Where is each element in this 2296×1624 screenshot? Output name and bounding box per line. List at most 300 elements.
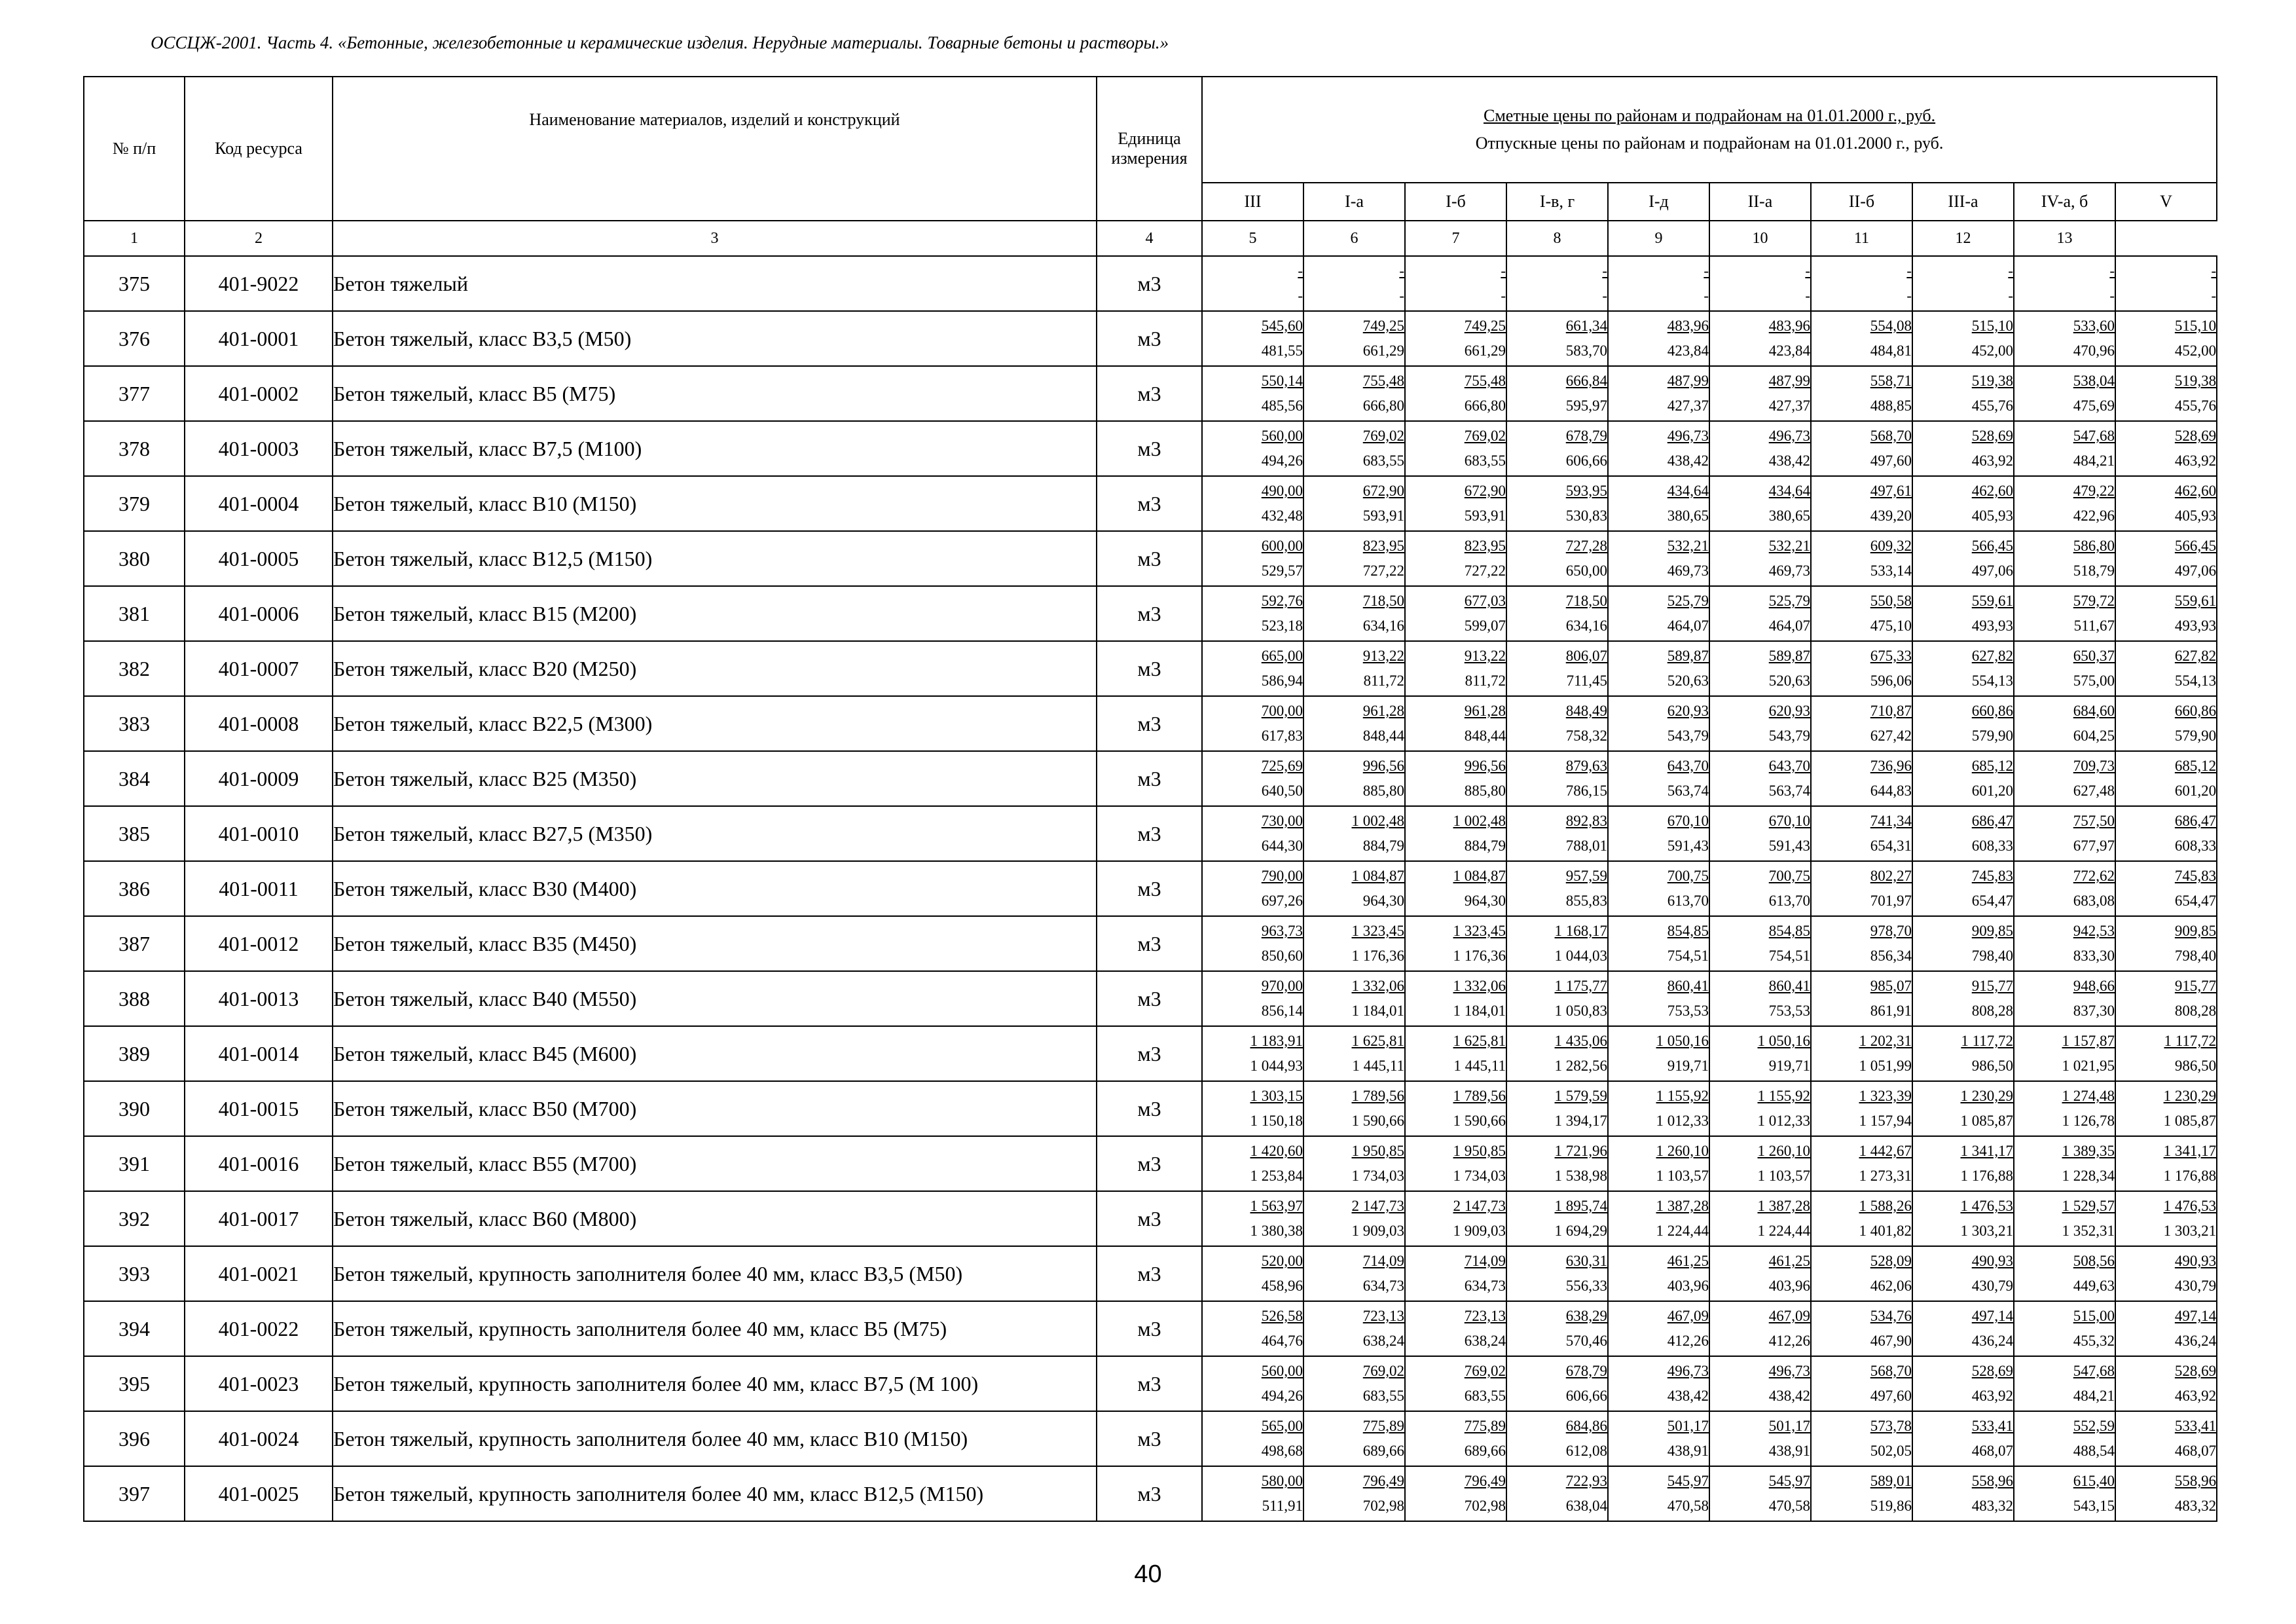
column-number: 10	[1709, 221, 1811, 256]
resource-code: 401-0025	[185, 1466, 333, 1521]
release-price: 529,57	[1261, 563, 1303, 579]
resource-code: 401-0012	[185, 916, 333, 971]
price-cell	[1709, 1136, 1811, 1191]
price-cell	[1811, 311, 1912, 366]
release-price: 754,51	[1667, 948, 1709, 964]
estimate-price: 566,45	[2174, 538, 2217, 554]
estimate-price: 593,95	[1565, 483, 1607, 499]
price-cell	[1709, 1411, 1811, 1466]
header-code: Код ресурса	[185, 77, 333, 221]
estimate-price: 796,49	[1362, 1473, 1404, 1489]
estimate-price: 714,09	[1362, 1253, 1404, 1269]
unit: м3	[1097, 586, 1202, 641]
price-cell	[1506, 1081, 1608, 1136]
estimate-price: 678,79	[1565, 428, 1607, 444]
release-price: 613,70	[1667, 893, 1709, 909]
release-price: 650,00	[1565, 563, 1607, 579]
estimate-price: 996,56	[1362, 758, 1404, 774]
estimate-price: 528,69	[1971, 428, 2013, 444]
estimate-price: 579,72	[2073, 593, 2115, 609]
resource-code: 401-0009	[185, 751, 333, 806]
estimate-price: 496,73	[1667, 428, 1709, 444]
release-price: 683,55	[1362, 1388, 1404, 1404]
estimate-price: 545,60	[1261, 318, 1303, 334]
price-cell	[1709, 861, 1811, 916]
estimate-price: 545,97	[1667, 1473, 1709, 1489]
release-price: 452,00	[2174, 342, 2217, 359]
release-price: 469,73	[1768, 563, 1810, 579]
resource-code: 401-0007	[185, 641, 333, 696]
price-cell	[1506, 476, 1608, 531]
estimate-price: 532,21	[1768, 538, 1810, 554]
price-cell	[2115, 586, 2217, 641]
unit: м3	[1097, 1301, 1202, 1356]
price-cell	[1811, 1026, 1912, 1081]
price-cell	[1811, 256, 1912, 311]
material-name: Бетон тяжелый, класс В35 (М450)	[333, 916, 1097, 971]
release-price: 423,84	[1667, 342, 1709, 359]
release-price: 811,72	[1465, 673, 1506, 689]
region-header: III-а	[1912, 183, 2014, 221]
price-cell	[2115, 1466, 2217, 1521]
estimate-price: 1 442,67	[1859, 1143, 1912, 1159]
release-price: 1 445,11	[1453, 1058, 1506, 1074]
price-cell	[2014, 971, 2115, 1026]
release-price: 430,79	[1971, 1278, 2013, 1294]
release-price: 543,79	[1667, 728, 1709, 744]
release-price: 683,55	[1464, 452, 1506, 469]
estimate-price: 718,50	[1565, 593, 1607, 609]
table-row	[84, 696, 2217, 751]
estimate-price: -	[1298, 263, 1303, 279]
price-cell	[2115, 971, 2217, 1026]
price-cell	[1506, 1026, 1608, 1081]
release-price: 683,55	[1362, 452, 1404, 469]
release-price: 403,96	[1768, 1278, 1810, 1294]
unit: м3	[1097, 256, 1202, 311]
price-cell	[1405, 641, 1506, 696]
resource-code: 401-0015	[185, 1081, 333, 1136]
release-price: 644,30	[1261, 838, 1303, 854]
price-cell	[1202, 861, 1303, 916]
release-price: 613,70	[1768, 893, 1810, 909]
release-price: 468,07	[2174, 1443, 2217, 1459]
estimate-price: 775,89	[1362, 1418, 1404, 1434]
estimate-price: 550,14	[1261, 373, 1303, 389]
release-price: 1 044,03	[1554, 948, 1607, 964]
price-cell	[1608, 421, 1709, 476]
release-price: 380,65	[1667, 507, 1709, 524]
price-cell	[2014, 476, 2115, 531]
release-price: 427,37	[1667, 397, 1709, 414]
price-cell	[1608, 1026, 1709, 1081]
price-cell	[1202, 1466, 1303, 1521]
column-number: 12	[1912, 221, 2014, 256]
table-row	[84, 1081, 2217, 1136]
estimate-price: 769,02	[1464, 1363, 1506, 1379]
price-cell	[1506, 586, 1608, 641]
release-price: 438,42	[1667, 1388, 1709, 1404]
price-cell	[2115, 1246, 2217, 1301]
estimate-price: 558,71	[1870, 373, 1912, 389]
price-cell	[1506, 1411, 1608, 1466]
release-price: 484,81	[1870, 342, 1912, 359]
row-number: 384	[84, 751, 185, 806]
estimate-price: 508,56	[2073, 1253, 2115, 1269]
release-price: 640,50	[1261, 783, 1303, 799]
column-number: 6	[1303, 221, 1405, 256]
release-price: 606,66	[1565, 1388, 1607, 1404]
release-price: 520,63	[1768, 673, 1810, 689]
estimate-price: 985,07	[1870, 978, 1912, 994]
release-price: 1 103,57	[1757, 1168, 1810, 1184]
column-number: 7	[1405, 221, 1506, 256]
release-price: 848,44	[1362, 728, 1404, 744]
column-number: 2	[185, 221, 333, 256]
unit: м3	[1097, 861, 1202, 916]
estimate-price: 755,48	[1464, 373, 1506, 389]
estimate-price: 1 950,85	[1453, 1143, 1506, 1159]
estimate-price: 496,73	[1768, 1363, 1810, 1379]
estimate-price: 909,85	[2174, 923, 2217, 939]
release-price: 608,33	[2174, 838, 2217, 854]
estimate-price: 775,89	[1464, 1418, 1506, 1434]
release-price: 689,66	[1362, 1443, 1404, 1459]
estimate-price: 660,86	[1971, 703, 2013, 719]
price-cell	[1303, 1081, 1405, 1136]
release-price: 533,14	[1870, 563, 1912, 579]
release-price: 1 909,03	[1453, 1223, 1506, 1239]
price-cell	[1608, 366, 1709, 421]
material-name: Бетон тяжелый, класс В30 (М400)	[333, 861, 1097, 916]
price-cell	[1811, 1411, 1912, 1466]
release-price: 1 050,83	[1554, 1003, 1607, 1019]
price-cell	[2115, 861, 2217, 916]
release-price: 467,90	[1870, 1333, 1912, 1349]
unit: м3	[1097, 1026, 1202, 1081]
estimate-price: 497,14	[2174, 1308, 2217, 1324]
price-cell	[1608, 1081, 1709, 1136]
estimate-price: 796,49	[1464, 1473, 1506, 1489]
release-price: 754,51	[1768, 948, 1810, 964]
price-cell	[2014, 311, 2115, 366]
estimate-price: 1 274,48	[2062, 1088, 2115, 1104]
table-row	[84, 256, 2217, 311]
release-price: 606,66	[1565, 452, 1607, 469]
price-cell	[1608, 751, 1709, 806]
release-price: 511,67	[2073, 618, 2115, 634]
table-row	[84, 421, 2217, 476]
estimate-price: 915,77	[2174, 978, 2217, 994]
release-price: 455,76	[2174, 397, 2217, 414]
release-price: 612,08	[1565, 1443, 1607, 1459]
release-price: 1 157,94	[1859, 1113, 1912, 1129]
estimate-price: 650,37	[2073, 648, 2115, 664]
price-cell	[1811, 861, 1912, 916]
price-cell	[1506, 971, 1608, 1026]
price-cell	[1912, 586, 2014, 641]
price-cell	[1405, 696, 1506, 751]
resource-code: 401-0006	[185, 586, 333, 641]
estimate-price: 1 789,56	[1453, 1088, 1506, 1104]
estimate-price: 672,90	[1362, 483, 1404, 499]
price-cell	[2115, 1191, 2217, 1246]
estimate-price: 1 588,26	[1859, 1198, 1912, 1214]
price-cell	[2014, 861, 2115, 916]
row-number: 376	[84, 311, 185, 366]
price-cell	[1405, 1246, 1506, 1301]
estimate-price: 545,97	[1768, 1473, 1810, 1489]
unit: м3	[1097, 1136, 1202, 1191]
release-price: 683,08	[2073, 893, 2115, 909]
release-price: 604,25	[2073, 728, 2115, 744]
release-price: 458,96	[1261, 1278, 1303, 1294]
unit: м3	[1097, 311, 1202, 366]
price-cell	[1202, 696, 1303, 751]
price-cell	[1303, 1356, 1405, 1411]
price-cell	[1811, 1301, 1912, 1356]
price-cell	[1202, 586, 1303, 641]
estimate-price: 560,00	[1261, 428, 1303, 444]
price-cell	[1709, 916, 1811, 971]
release-price: 1 445,11	[1352, 1058, 1404, 1074]
price-cell	[2115, 751, 2217, 806]
price-cell	[1912, 421, 2014, 476]
table-row	[84, 1026, 2217, 1081]
release-price: 808,28	[2174, 1003, 2217, 1019]
table-row	[84, 641, 2217, 696]
estimate-price: -	[2008, 263, 2013, 279]
price-cell	[1912, 751, 2014, 806]
estimate-price: 978,70	[1870, 923, 1912, 939]
estimate-price: 700,75	[1768, 868, 1810, 884]
estimate-price: 1 387,28	[1757, 1198, 1810, 1214]
price-cell	[1506, 531, 1608, 586]
estimate-price: 957,59	[1565, 868, 1607, 884]
release-price: 666,80	[1362, 397, 1404, 414]
estimate-price: 467,09	[1768, 1308, 1810, 1324]
price-cell	[1608, 971, 1709, 1026]
price-cell	[1506, 1136, 1608, 1191]
price-cell	[1405, 806, 1506, 861]
release-price: 519,86	[1870, 1498, 1912, 1514]
estimate-price: 661,34	[1565, 318, 1607, 334]
estimate-price: 736,96	[1870, 758, 1912, 774]
unit: м3	[1097, 476, 1202, 531]
release-price: 412,26	[1768, 1333, 1810, 1349]
estimate-price: 665,00	[1261, 648, 1303, 664]
material-name: Бетон тяжелый, класс В40 (М550)	[333, 971, 1097, 1026]
estimate-price: 1 260,10	[1656, 1143, 1709, 1159]
release-price: 591,43	[1667, 838, 1709, 854]
price-cell	[1912, 1026, 2014, 1081]
release-price: 484,21	[2073, 1388, 2115, 1404]
release-price: 563,74	[1667, 783, 1709, 799]
release-price: 470,58	[1667, 1498, 1709, 1514]
release-price: 436,24	[1971, 1333, 2013, 1349]
estimate-price: 1 155,92	[1656, 1088, 1709, 1104]
release-price: 498,68	[1261, 1443, 1303, 1459]
estimate-price: 483,96	[1667, 318, 1709, 334]
release-price: 855,83	[1565, 893, 1607, 909]
estimate-price: 1 117,72	[2164, 1033, 2217, 1049]
row-number: 390	[84, 1081, 185, 1136]
price-cell	[2115, 1026, 2217, 1081]
release-price: 463,92	[2174, 452, 2217, 469]
release-price: 608,33	[1971, 838, 2013, 854]
estimate-price: 1 789,56	[1351, 1088, 1404, 1104]
price-cell	[1709, 696, 1811, 751]
estimate-price: 501,17	[1667, 1418, 1709, 1434]
unit: м3	[1097, 641, 1202, 696]
release-price: 554,13	[1971, 673, 2013, 689]
estimate-price: 580,00	[1261, 1473, 1303, 1489]
estimate-price: 528,09	[1870, 1253, 1912, 1269]
price-cell	[1811, 1081, 1912, 1136]
price-cell	[2115, 421, 2217, 476]
release-price: 494,26	[1261, 1388, 1303, 1404]
release-price: 617,83	[1261, 728, 1303, 744]
column-number: 8	[1506, 221, 1608, 256]
price-cell	[1811, 586, 1912, 641]
price-cell	[1303, 916, 1405, 971]
table-row	[84, 586, 2217, 641]
release-price: 644,83	[1870, 783, 1912, 799]
unit: м3	[1097, 916, 1202, 971]
release-price: 758,32	[1565, 728, 1607, 744]
release-price: 595,97	[1565, 397, 1607, 414]
estimate-price: 686,47	[2174, 813, 2217, 829]
unit: м3	[1097, 1411, 1202, 1466]
material-name: Бетон тяжелый, крупность заполнителя более 40 мм, класс В5 (М75)	[333, 1301, 1097, 1356]
estimate-price: 670,10	[1768, 813, 1810, 829]
estimate-price: 461,25	[1768, 1253, 1810, 1269]
estimate-price: 675,33	[1870, 648, 1912, 664]
price-cell	[1405, 916, 1506, 971]
estimate-price: 1 895,74	[1554, 1198, 1607, 1214]
price-cell	[1608, 1246, 1709, 1301]
region-header: II-а	[1709, 183, 1811, 221]
price-cell	[1405, 751, 1506, 806]
release-price: 1 273,31	[1859, 1168, 1912, 1184]
release-price: 449,63	[2073, 1278, 2115, 1294]
column-number: 5	[1202, 221, 1303, 256]
estimate-price: 970,00	[1261, 978, 1303, 994]
unit: м3	[1097, 531, 1202, 586]
price-cell	[1405, 421, 1506, 476]
estimate-price: 490,00	[1261, 483, 1303, 499]
estimate-price: 749,25	[1464, 318, 1506, 334]
release-price: 689,66	[1464, 1443, 1506, 1459]
release-price: 848,44	[1464, 728, 1506, 744]
estimate-price: 497,61	[1870, 483, 1912, 499]
release-price: 485,56	[1261, 397, 1303, 414]
release-price: 464,07	[1768, 618, 1810, 634]
release-price: 497,06	[1971, 563, 2013, 579]
release-price: 380,65	[1768, 507, 1810, 524]
price-cell	[1405, 476, 1506, 531]
price-cell	[1912, 1356, 2014, 1411]
row-number: 389	[84, 1026, 185, 1081]
release-price: 518,79	[2073, 563, 2115, 579]
price-cell	[1405, 531, 1506, 586]
price-cell	[1506, 256, 1608, 311]
release-price: 856,14	[1261, 1003, 1303, 1019]
price-cell	[1506, 806, 1608, 861]
estimate-price: 745,83	[2174, 868, 2217, 884]
estimate-price: 710,87	[1870, 703, 1912, 719]
estimate-price: 627,82	[1971, 648, 2013, 664]
table-row	[84, 1191, 2217, 1246]
release-price: 666,80	[1464, 397, 1506, 414]
price-cell	[2014, 751, 2115, 806]
release-price: 464,07	[1667, 618, 1709, 634]
estimate-price: 772,62	[2073, 868, 2115, 884]
release-price: 593,91	[1362, 507, 1404, 524]
resource-code: 401-0023	[185, 1356, 333, 1411]
estimate-price: 586,80	[2073, 538, 2115, 554]
unit: м3	[1097, 421, 1202, 476]
price-cell	[1405, 311, 1506, 366]
release-price: 593,91	[1464, 507, 1506, 524]
row-number: 386	[84, 861, 185, 916]
estimate-price: 860,41	[1667, 978, 1709, 994]
release-price: 464,76	[1261, 1333, 1303, 1349]
price-cell	[1506, 311, 1608, 366]
estimate-price: 1 323,39	[1859, 1088, 1912, 1104]
estimate-price: 749,25	[1362, 318, 1404, 334]
price-cell	[1608, 641, 1709, 696]
estimate-price: 496,73	[1667, 1363, 1709, 1379]
price-cell	[1709, 1081, 1811, 1136]
release-price: 1 150,18	[1250, 1113, 1303, 1129]
price-cell	[1709, 806, 1811, 861]
table-row	[84, 861, 2217, 916]
price-cell	[1202, 1026, 1303, 1081]
release-price: 1 538,98	[1554, 1168, 1607, 1184]
row-number: 378	[84, 421, 185, 476]
release-price: 753,53	[1768, 1003, 1810, 1019]
unit: м3	[1097, 751, 1202, 806]
price-cell	[1811, 641, 1912, 696]
release-price: 463,92	[1971, 452, 2013, 469]
price-cell	[1811, 1466, 1912, 1521]
estimate-price: 1 389,35	[2062, 1143, 2115, 1159]
release-price: 919,71	[1667, 1058, 1709, 1074]
price-cell	[1912, 531, 2014, 586]
release-price: 563,74	[1768, 783, 1810, 799]
price-cell	[1709, 1301, 1811, 1356]
estimate-price: 490,93	[2174, 1253, 2217, 1269]
estimate-price: 892,83	[1565, 813, 1607, 829]
resource-code: 401-0011	[185, 861, 333, 916]
estimate-price: 961,28	[1362, 703, 1404, 719]
estimate-price: 769,02	[1362, 1363, 1404, 1379]
estimate-price: 589,87	[1667, 648, 1709, 664]
region-header: I-в, г	[1506, 183, 1608, 221]
estimate-price: 547,68	[2073, 1363, 2115, 1379]
price-cell	[1811, 1356, 1912, 1411]
estimate-price: 1 950,85	[1351, 1143, 1404, 1159]
price-cell	[2115, 1136, 2217, 1191]
price-cell	[1608, 1466, 1709, 1521]
release-price: 1 176,88	[1960, 1168, 2013, 1184]
release-price: 439,20	[1870, 507, 1912, 524]
release-price: 634,16	[1565, 618, 1607, 634]
release-price: 423,84	[1768, 342, 1810, 359]
row-number: 395	[84, 1356, 185, 1411]
estimate-price: 769,02	[1464, 428, 1506, 444]
